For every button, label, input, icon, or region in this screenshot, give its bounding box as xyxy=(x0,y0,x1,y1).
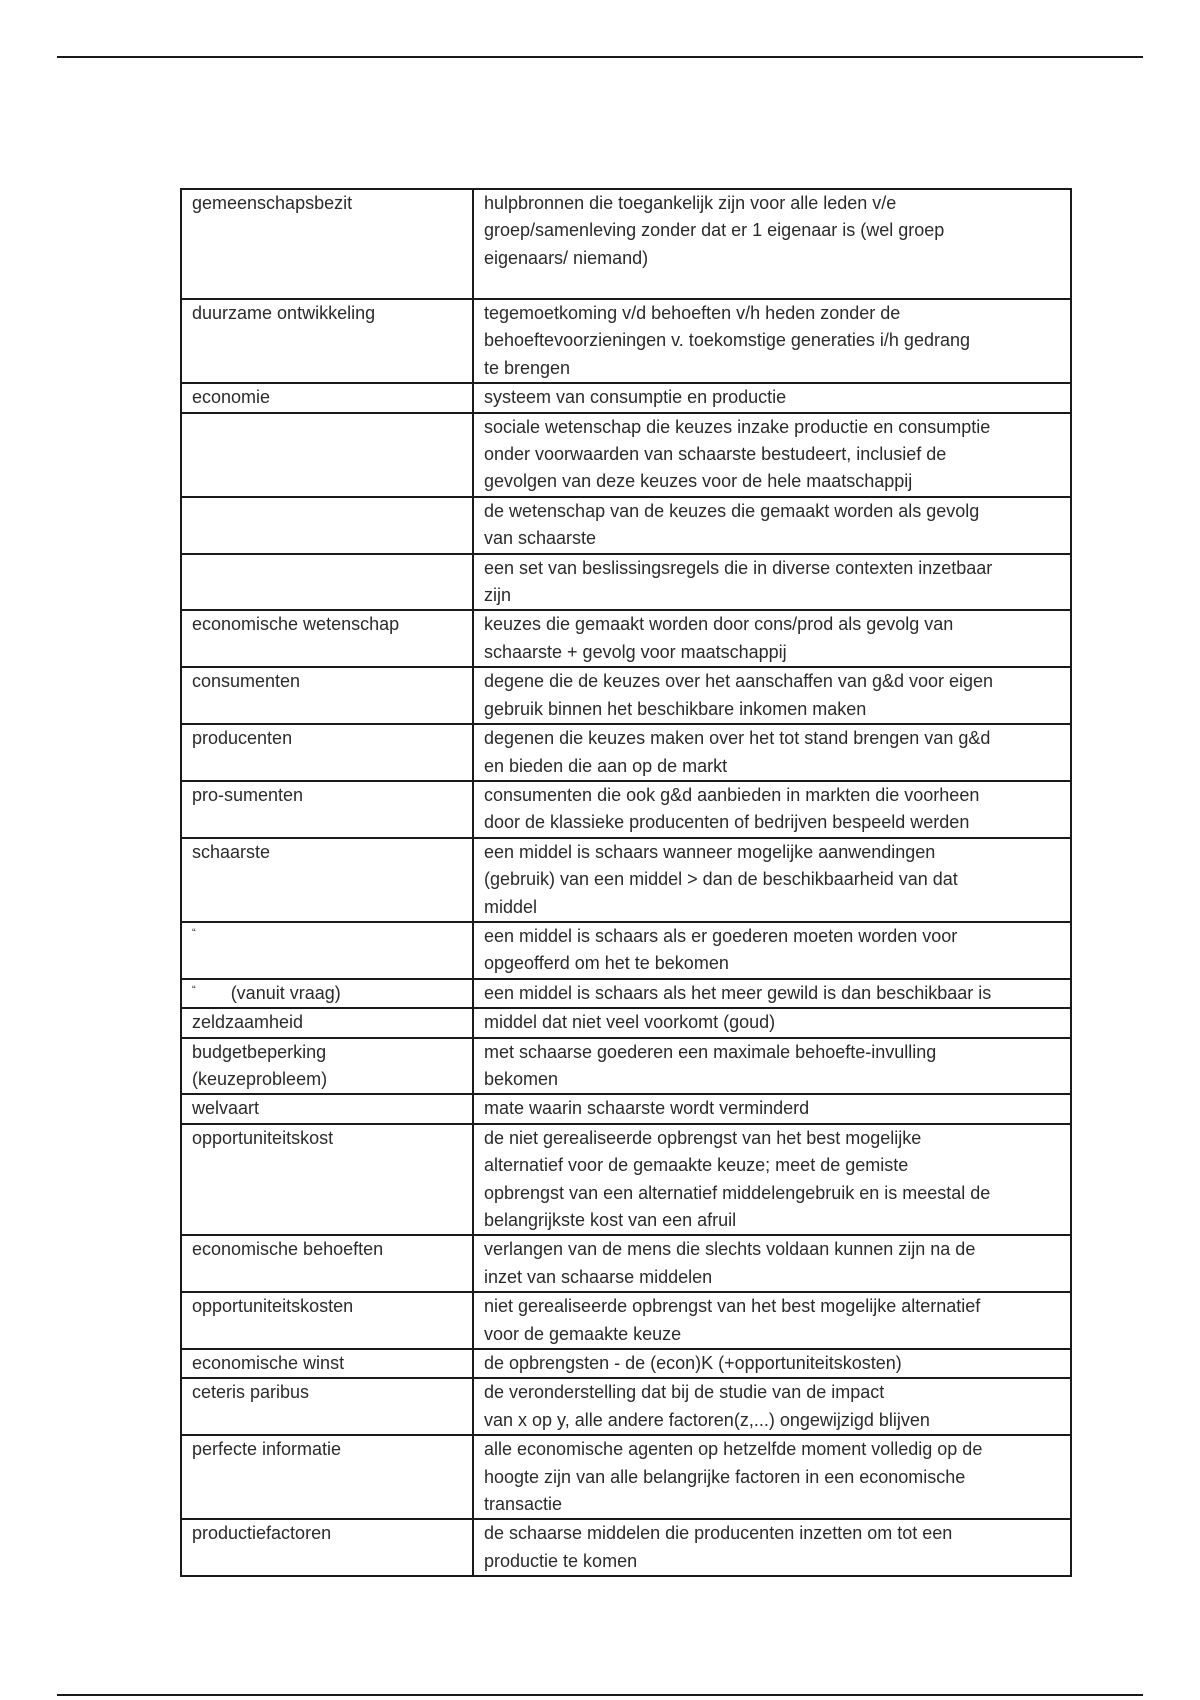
definition-cell: een middel is schaars als het meer gewild is dan beschikbaar is xyxy=(473,979,1071,1008)
table-row xyxy=(181,1235,1071,1292)
term-cell: producenten xyxy=(181,724,473,781)
table-row xyxy=(181,1008,1071,1037)
term-note: (vanuit vraag) xyxy=(230,982,341,1003)
definition-cell: systeem van consumptie en productie xyxy=(473,383,1071,412)
definition-cell: niet gerealiseerde opbrengst van het best mogelijke alternatief voor de gemaakte keuze xyxy=(473,1292,1071,1349)
definition-cell: een middel is schaars wanneer mogelijke aanwendingen (gebruik) van een middel > dan de beschikbaarheid van dat middel xyxy=(473,838,1071,922)
definition-cell: de schaarse middelen die producenten inzetten om tot een productie te komen xyxy=(473,1519,1071,1576)
term-cell xyxy=(181,979,473,1008)
definition-cell: middel dat niet veel voorkomt (goud) xyxy=(473,1008,1071,1037)
table-row xyxy=(181,781,1071,838)
definition-cell: met schaarse goederen een maximale behoefte-invulling bekomen xyxy=(473,1038,1071,1095)
table-row xyxy=(181,610,1071,667)
definition-cell: verlangen van de mens die slechts voldaan kunnen zijn na de inzet van schaarse middelen xyxy=(473,1235,1071,1292)
term-cell: duurzame ontwikkeling xyxy=(181,299,473,383)
definition-cell: een middel is schaars als er goederen moeten worden voor opgeofferd om het te bekomen xyxy=(473,922,1071,979)
term-cell: productiefactoren xyxy=(181,1519,473,1576)
ditto-mark: “ xyxy=(192,926,196,939)
table-row xyxy=(181,383,1071,412)
table-row xyxy=(181,667,1071,724)
table-row xyxy=(181,497,1071,554)
term-cell xyxy=(181,922,473,979)
definition-cell: keuzes die gemaakt worden door cons/prod als gevolg van schaarste + gevolg voor maatschappij xyxy=(473,610,1071,667)
table-row xyxy=(181,724,1071,781)
term-cell: economische behoeften xyxy=(181,1235,473,1292)
table-row xyxy=(181,1094,1071,1123)
term-cell xyxy=(181,413,473,497)
table-row xyxy=(181,1378,1071,1435)
term-cell: budgetbeperking (keuzeprobleem) xyxy=(181,1038,473,1095)
definition-cell: een set van beslissingsregels die in diverse contexten inzetbaar zijn xyxy=(473,554,1071,611)
table-row xyxy=(181,413,1071,497)
definition-cell: degene die de keuzes over het aanschaffen van g&d voor eigen gebruik binnen het beschikbare inkomen maken xyxy=(473,667,1071,724)
table-row xyxy=(181,1435,1071,1519)
definition-cell: alle economische agenten op hetzelfde moment volledig op de hoogte zijn van alle belangrijke factoren in een economische transactie xyxy=(473,1435,1071,1519)
term-cell: gemeenschapsbezit xyxy=(181,189,473,299)
table-row xyxy=(181,1124,1071,1236)
table-row xyxy=(181,922,1071,979)
term-cell: economische winst xyxy=(181,1349,473,1378)
term-cell: economie xyxy=(181,383,473,412)
term-cell: opportuniteitskost xyxy=(181,1124,473,1236)
definition-cell: de niet gerealiseerde opbrengst van het best mogelijke alternatief voor de gemaakte keuze; meet de gemiste opbrengst van een alternatief middelengebruik en is meestal de belangrijkste kost van een afruil xyxy=(473,1124,1071,1236)
table-row xyxy=(181,1519,1071,1576)
term-cell: welvaart xyxy=(181,1094,473,1123)
term-cell: zeldzaamheid xyxy=(181,1008,473,1037)
definition-cell: degenen die keuzes maken over het tot stand brengen van g&d en bieden die aan op de markt xyxy=(473,724,1071,781)
term-cell: opportuniteitskosten xyxy=(181,1292,473,1349)
definition-cell: consumenten die ook g&d aanbieden in markten die voorheen door de klassieke producenten of bedrijven bespeeld werden xyxy=(473,781,1071,838)
definition-cell: tegemoetkoming v/d behoeften v/h heden zonder de behoeftevoorzieningen v. toekomstige generaties i/h gedrang te brengen xyxy=(473,299,1071,383)
term-cell: ceteris paribus xyxy=(181,1378,473,1435)
table-row xyxy=(181,1349,1071,1378)
table-row xyxy=(181,979,1071,1008)
definition-cell: de opbrengsten - de (econ)K (+opportuniteitskosten) xyxy=(473,1349,1071,1378)
table-row xyxy=(181,838,1071,922)
table-row xyxy=(181,189,1071,299)
footer-rule xyxy=(57,1694,1143,1696)
table-row xyxy=(181,299,1071,383)
term-cell: pro-sumenten xyxy=(181,781,473,838)
term-cell: perfecte informatie xyxy=(181,1435,473,1519)
glossary-table xyxy=(180,188,1072,1577)
term-cell xyxy=(181,497,473,554)
definition-cell: mate waarin schaarste wordt verminderd xyxy=(473,1094,1071,1123)
definition-cell: hulpbronnen die toegankelijk zijn voor alle leden v/e groep/samenleving zonder dat er 1 eigenaar is (wel groep eigenaars/ niemand) xyxy=(473,189,1071,299)
term-cell: consumenten xyxy=(181,667,473,724)
term-cell xyxy=(181,554,473,611)
table-row xyxy=(181,554,1071,611)
definition-cell: de wetenschap van de keuzes die gemaakt worden als gevolg van schaarste xyxy=(473,497,1071,554)
term-cell: economische wetenschap xyxy=(181,610,473,667)
ditto-mark: “ xyxy=(192,983,196,996)
term-cell: schaarste xyxy=(181,838,473,922)
table-row xyxy=(181,1038,1071,1095)
definition-cell: de veronderstelling dat bij de studie van de impact van x op y, alle andere factoren(z,...) ongewijzigd blijven xyxy=(473,1378,1071,1435)
header-rule xyxy=(57,56,1143,58)
definition-cell: sociale wetenschap die keuzes inzake productie en consumptie onder voorwaarden van schaarste bestudeert, inclusief de gevolgen van deze keuzes voor de hele maatschappij xyxy=(473,413,1071,497)
table-row xyxy=(181,1292,1071,1349)
